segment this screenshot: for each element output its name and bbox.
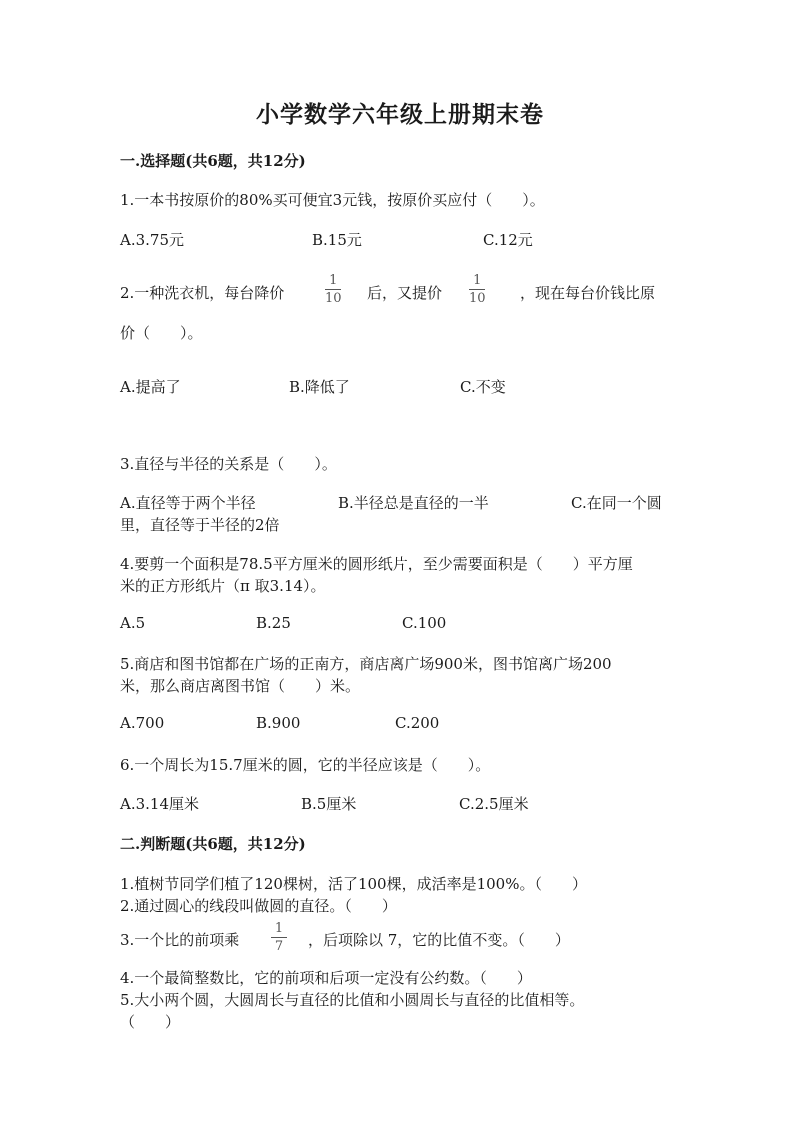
q5-option-a: A.700: [120, 714, 165, 732]
q3-option-b: B.半径总是直径的一半: [338, 494, 489, 512]
q2-option-c: C.不变: [460, 378, 506, 396]
q2-option-b: B.降低了: [289, 378, 350, 396]
q3-option-c-continued: 里，直径等于半径的2倍: [120, 516, 280, 534]
question-1: 1.一本书按原价的80%买可便宜3元钱，按原价买应付（ ）。: [120, 191, 545, 209]
fraction-bar: [469, 289, 485, 290]
fraction-denominator: 10: [469, 291, 486, 306]
judgement-question-5: 5.大小两个圆，大圆周长与直径的比值和小圆周长与直径的比值相等。: [120, 991, 585, 1009]
q5-option-c: C.200: [395, 714, 440, 732]
judgement-question-5-continued: （ ）: [120, 1013, 181, 1031]
q4-option-b: B.25: [256, 614, 291, 632]
judgement-question-3-part1: 3.一个比的前项乘: [120, 931, 240, 949]
fraction-numerator: 1: [274, 921, 284, 936]
q6-option-c: C.2.5厘米: [459, 795, 529, 813]
q2-fraction-1: [322, 273, 345, 306]
q6-option-b: B.5厘米: [301, 795, 357, 813]
judgement-question-1: 1.植树节同学们植了120棵树，活了100棵，成活率是100%。（ ）: [120, 875, 587, 893]
q1-option-a: A.3.75元: [120, 231, 184, 249]
fraction-numerator: 1: [473, 273, 482, 288]
judgement-question-4: 4.一个最简整数比，它的前项和后项一定没有公约数。（ ）: [120, 969, 532, 987]
question-2-part2: 后，又提价: [367, 284, 443, 302]
fraction-numerator: 1: [329, 273, 338, 288]
page-title: 小学数学六年级上册期末卷: [256, 101, 544, 128]
question-5-line1: 5.商店和图书馆都在广场的正南方，商店离广场900米，图书馆离广场200: [120, 655, 612, 673]
judgement-question-2: 2.通过圆心的线段叫做圆的直径。（ ）: [120, 897, 397, 915]
fraction-denominator: 10: [325, 291, 342, 306]
q5-option-b: B.900: [256, 714, 301, 732]
q2-fraction-2: [466, 273, 489, 306]
question-2-part1: 2.一种洗衣机，每台降价: [120, 284, 285, 302]
q6-option-a: A.3.14厘米: [120, 795, 199, 813]
q2-option-a: A.提高了: [120, 378, 181, 396]
judgement-question-3-part2: ，后项除以 7，它的比值不变。（ ）: [308, 931, 570, 949]
question-6: 6.一个周长为15.7厘米的圆，它的半径应该是（ ）。: [120, 756, 491, 774]
q4-option-c: C.100: [402, 614, 447, 632]
q3-option-c: C.在同一个圆: [571, 494, 662, 512]
q4-option-a: A.5: [120, 614, 146, 632]
question-5-line2: 米，那么商店离图书馆（ ）米。: [120, 677, 361, 695]
fraction-bar: [271, 937, 287, 938]
q1-option-c: C.12元: [483, 231, 533, 249]
section-heading-choice: 一.选择题(共6题，共12分): [120, 152, 306, 170]
question-4-line1: 4.要剪一个面积是78.5平方厘米的圆形纸片，至少需要面积是（ ）平方厘: [120, 555, 633, 573]
section-heading-judgement: 二.判断题(共6题，共12分): [120, 835, 306, 853]
j3-fraction: [271, 921, 287, 954]
fraction-bar: [325, 289, 341, 290]
question-4-line2: 米的正方形纸片（π 取3.14）。: [120, 577, 326, 595]
fraction-denominator: 7: [274, 939, 284, 954]
q1-option-b: B.15元: [312, 231, 362, 249]
question-3: 3.直径与半径的关系是（ ）。: [120, 455, 337, 473]
q3-option-a: A.直径等于两个半径: [120, 494, 256, 512]
question-2-part3: ，现在每台价钱比原: [520, 284, 656, 302]
question-2-line2: 价（ ）。: [120, 324, 203, 342]
